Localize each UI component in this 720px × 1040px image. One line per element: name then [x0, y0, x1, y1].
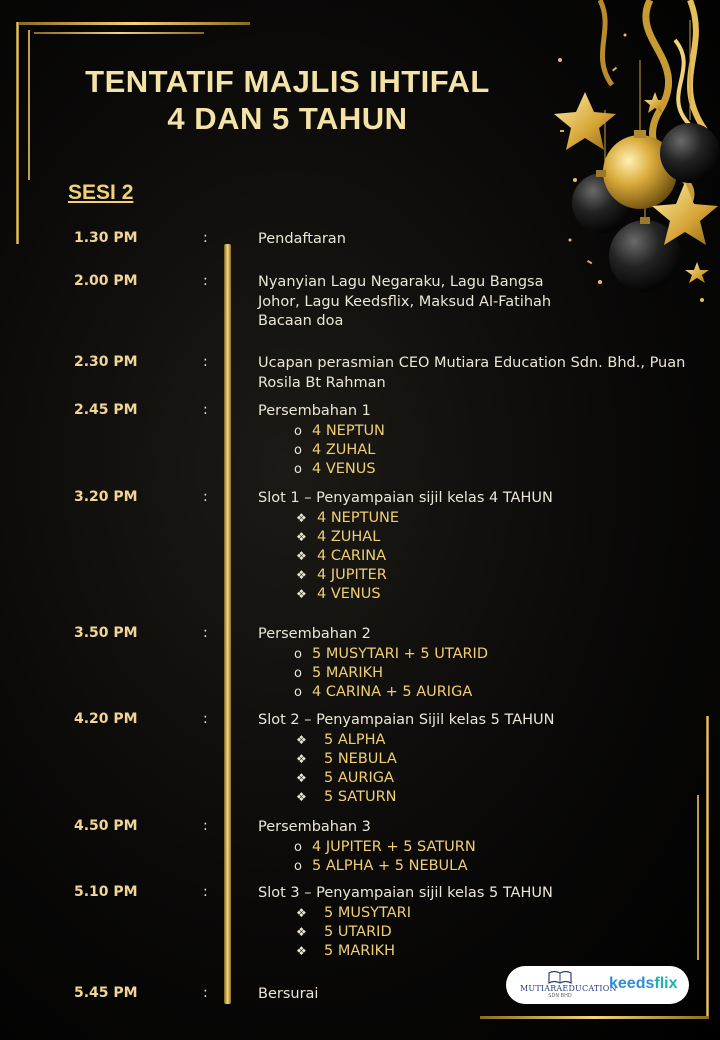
entry-description	[258, 711, 698, 807]
entry-time: 2.00 PM	[74, 273, 138, 289]
entry-line: Slot 1 – Penyampaian sijil kelas 4 TAHUN	[258, 490, 553, 506]
class-item: ❖ 4 ZUHAL	[258, 528, 698, 547]
keedsflix-logo	[609, 975, 678, 993]
entry-colon: :	[203, 273, 208, 289]
class-list	[258, 731, 698, 808]
entry-colon: :	[203, 625, 208, 641]
entry-line: Persembahan 2	[258, 626, 371, 642]
sponsor-logos	[506, 966, 689, 1004]
class-item: o 5 MARIKH	[258, 664, 698, 683]
entry-colon: :	[203, 230, 208, 246]
entry-description	[258, 230, 698, 250]
entry-time: 2.45 PM	[74, 402, 138, 418]
entry-time: 5.10 PM	[74, 884, 138, 900]
class-item: o 5 MUSYTARI + 5 UTARID	[258, 645, 698, 664]
page-title-line2: 4 DAN 5 TAHUN	[167, 101, 408, 136]
entry-colon: :	[203, 884, 208, 900]
entry-line: Persembahan 3	[258, 819, 371, 835]
class-item: ❖ 5 AURIGA	[258, 769, 698, 788]
class-list	[258, 904, 698, 962]
class-list	[258, 645, 698, 703]
entry-line: Bersurai	[258, 986, 319, 1002]
entry-time: 3.20 PM	[74, 489, 138, 505]
entry-time: 5.45 PM	[74, 985, 138, 1001]
class-item: ❖ 4 JUPITER	[258, 566, 698, 585]
entry-time: 3.50 PM	[74, 625, 138, 641]
class-item: ❖ 5 ALPHA	[258, 731, 698, 750]
entry-colon: :	[203, 985, 208, 1001]
class-item: o 4 VENUS	[258, 460, 698, 479]
class-item: ❖ 5 UTARID	[258, 923, 698, 942]
page-title-line1: TENTATIF MAJLIS IHTIFAL	[85, 64, 490, 99]
class-list	[258, 509, 698, 605]
entry-line: Slot 3 – Penyampaian sijil kelas 5 TAHUN	[258, 885, 553, 901]
entry-line: Ucapan perasmian CEO Mutiara Education Sdn. Bhd., Puan	[258, 355, 686, 371]
entry-colon: :	[203, 711, 208, 727]
entry-description	[258, 402, 698, 479]
entry-colon: :	[203, 354, 208, 370]
entry-colon: :	[203, 818, 208, 834]
entry-description	[258, 273, 698, 332]
class-item: ❖ 4 VENUS	[258, 585, 698, 604]
class-item: o 5 ALPHA + 5 NEBULA	[258, 857, 698, 876]
entry-time: 1.30 PM	[74, 230, 138, 246]
entry-description	[258, 354, 698, 393]
class-item: ❖ 5 MARIKH	[258, 942, 698, 961]
mutiara-sub: SDN BHD	[548, 993, 572, 999]
ornament-decoration	[0, 0, 720, 320]
entry-time: 4.20 PM	[74, 711, 138, 727]
entry-description	[258, 884, 698, 961]
keedsflix-part-a: keeds	[609, 975, 655, 992]
entry-line: Rosila Bt Rahman	[258, 374, 386, 391]
entry-description	[258, 489, 698, 605]
mutiara-name: MUTIARAEDUCATION	[520, 984, 617, 993]
timeline-bar	[224, 244, 231, 1004]
frame-right-line	[706, 716, 709, 1016]
entry-description	[258, 818, 698, 876]
class-item: o 4 ZUHAL	[258, 441, 698, 460]
entry-line: Slot 2 – Penyampaian Sijil kelas 5 TAHUN	[258, 712, 555, 728]
class-list	[258, 422, 698, 480]
class-item: o 4 JUPITER + 5 SATURN	[258, 838, 698, 857]
session-heading: SESI 2	[68, 181, 134, 204]
class-list	[258, 838, 698, 876]
frame-bottom-line	[480, 1016, 709, 1019]
class-item: ❖ 5 SATURN	[258, 788, 698, 807]
entry-line: Persembahan 1	[258, 403, 371, 419]
class-item: ❖ 4 CARINA	[258, 547, 698, 566]
entry-line: Johor, Lagu Keedsflix, Maksud Al-Fatihah	[258, 293, 552, 310]
entry-colon: :	[203, 489, 208, 505]
entry-description	[258, 625, 698, 702]
book-icon	[548, 970, 572, 984]
mutiara-education-logo	[520, 970, 617, 999]
class-item: o 4 NEPTUN	[258, 422, 698, 441]
entry-line: Bacaan doa	[258, 313, 344, 329]
entry-line: Pendaftaran	[258, 231, 346, 247]
entry-line: Nyanyian Lagu Negaraku, Lagu Bangsa	[258, 274, 544, 290]
class-item: o 4 CARINA + 5 AURIGA	[258, 683, 698, 702]
class-item: ❖ 5 MUSYTARI	[258, 904, 698, 923]
entry-colon: :	[203, 402, 208, 418]
keedsflix-part-b: flix	[654, 975, 678, 992]
class-item: ❖ 5 NEBULA	[258, 750, 698, 769]
class-item: ❖ 4 NEPTUNE	[258, 509, 698, 528]
entry-time: 2.30 PM	[74, 354, 138, 370]
entry-time: 4.50 PM	[74, 818, 138, 834]
